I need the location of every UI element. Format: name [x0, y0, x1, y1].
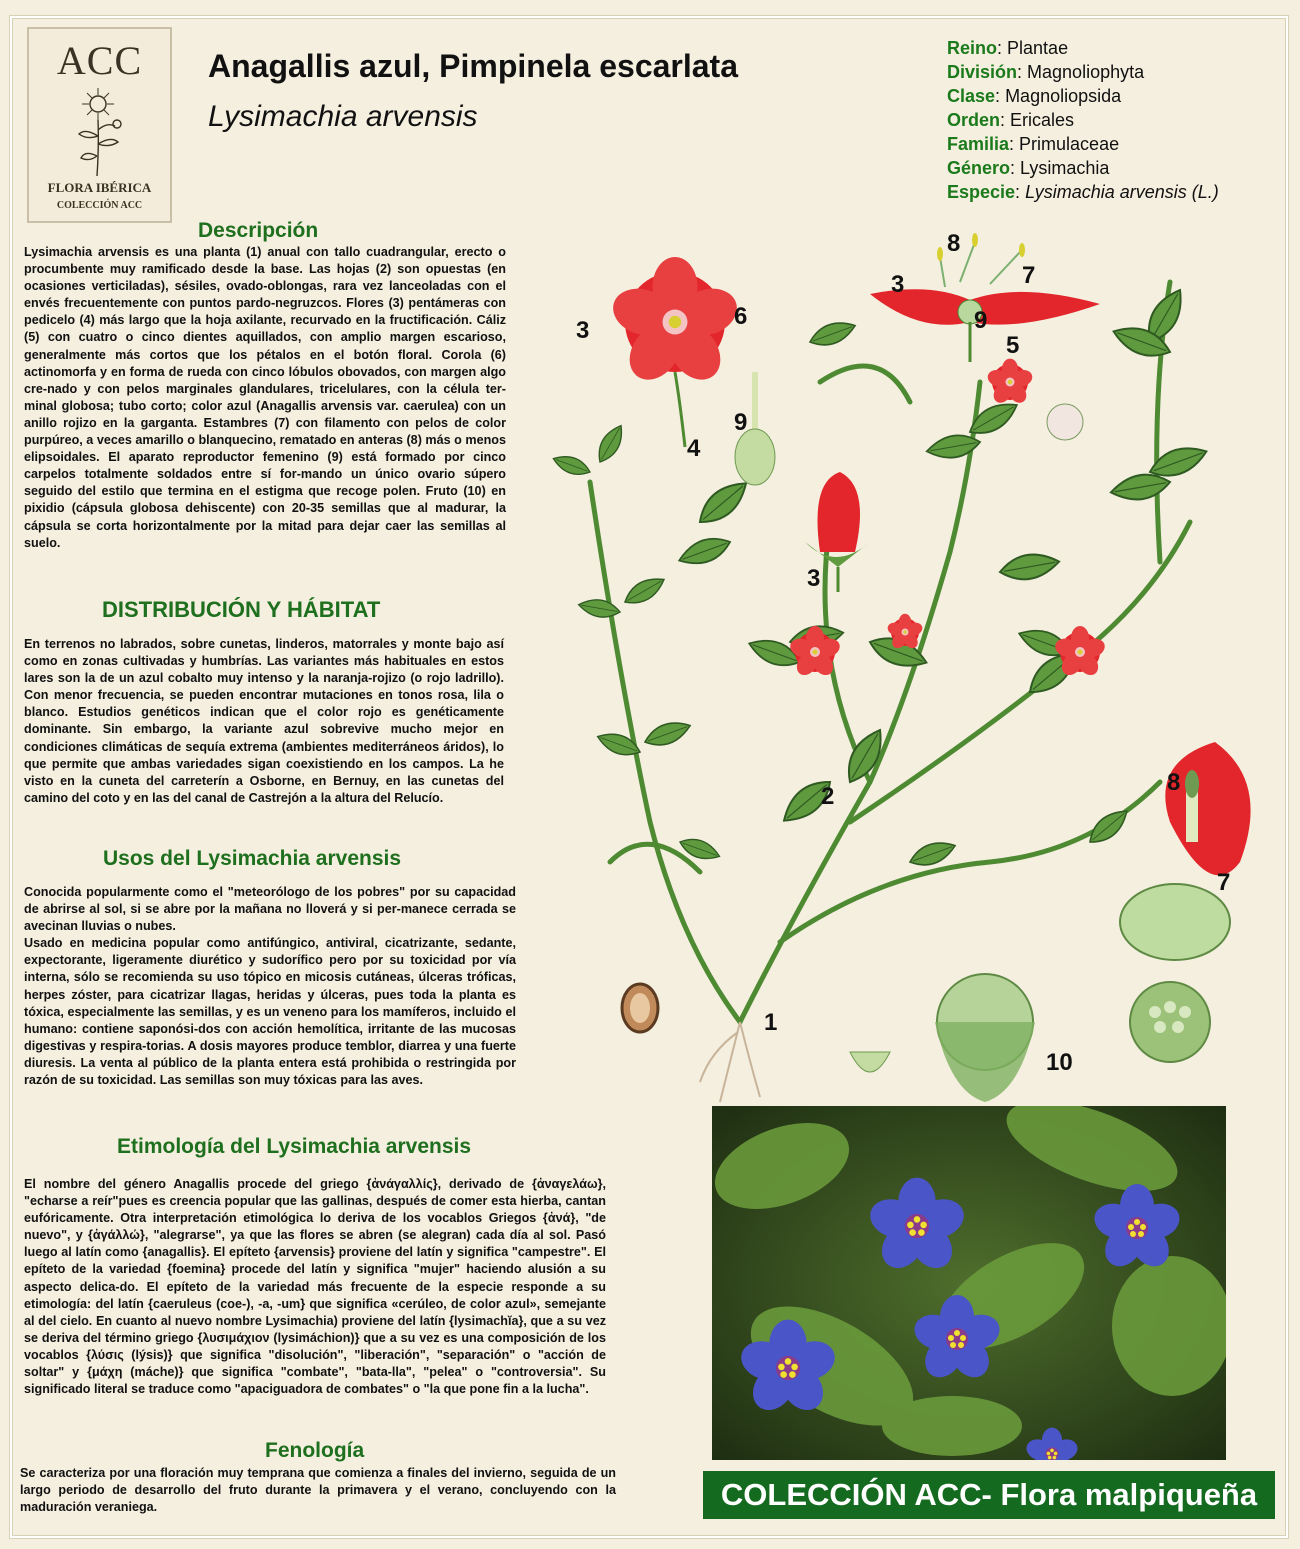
taxonomy-key: Orden	[947, 110, 1001, 130]
plate-label: 4	[687, 435, 701, 462]
page-title: Anagallis azul, Pimpinela escarlata	[208, 48, 738, 84]
taxonomy-box	[947, 36, 1219, 204]
plate-label: 7	[1022, 262, 1036, 289]
botanical-illustration	[550, 222, 1260, 1107]
fenologia-text	[20, 1465, 616, 1516]
plate-label: 2	[821, 783, 835, 810]
logo-flora-iberica: FLORA IBÉRICA	[47, 180, 152, 195]
etimologia-text	[24, 1176, 606, 1398]
distribucion-paragraph: En terrenos no labrados, sobre cunetas, linderos, matorrales y monte bajo así como en zonas cultivadas y humbrías. Las variantes más habituales en estos lares son la de un azul cobalto muy intenso y la naranja-rojizo (o rojo ladrillo). Con menor frecuencia, se pueden encontrar mutaciones en tonos rosa, lila o blanco. Estudios genéticos indican que el color rojo es genéticamente dominante. Sin embargo, la variante azul sobrevive mucho mejor en condiciones climáticas de sequía extrema (ambientes mediterráneos áridos), lo que permite que ambas variedades sigan coexistiendo en los campos. La he visto en la cuneta del carreterín a Osborne, en Bernuy, en las cunetas del camino del coto y en las del canal de Castrejón a la altura del Relucío.	[24, 637, 504, 805]
heading-descripcion: Descripción	[198, 219, 319, 242]
descripcion-text	[24, 244, 506, 552]
taxonomy-value: Plantae	[1007, 38, 1069, 58]
taxonomy-value: Lysimachia arvensis (L.)	[1025, 182, 1219, 202]
logo-acc-text: ACC	[56, 38, 143, 83]
plate-label: 5	[1006, 332, 1020, 359]
logo-coleccion: COLECCIÓN ACC	[56, 200, 143, 211]
taxonomy-key: División	[947, 62, 1018, 82]
usos-paragraph-2: Usado en medicina popular como antifúngico, antiviral, cicatrizante, sedante, expectorante, ligeramente diurético y sudorífico pero por su toxicidad por vía interna, sólo se recomienda su uso tópico en micosis cutáneas, úlceras tróficas, herpes zóster, para cicatrizar llagas, heridas y úlceras, pues toda la planta es tóxica, especialmente las semillas, y es un veneno para los mamíferos, incluido el humano: contiene saponósi-dos con acción hemolítica, irritante de las mucosas digestivas y respira-torias. A dosis mayores produce temblor, diarrea y una fuerte diuresis. La venta al público de la planta entera está prohibida o restringida por razón de su toxicidad. Las semillas son muy tóxicas para las aves.	[24, 936, 516, 1088]
taxonomy-key: Reino	[947, 38, 998, 58]
taxonomy-row-orden: Orden: Ericales	[947, 110, 1075, 130]
taxonomy-key: Género	[947, 158, 1011, 178]
scientific-name: Lysimachia arvensis	[208, 100, 478, 133]
plate-label: 3	[891, 271, 905, 298]
usos-paragraph-1: Conocida popularmente como el "meteorólogo de los pobres" por su capacidad de abrirse al sol, si se abre por la mañana no lloverá y si per-manece cerrada se avecinan lluvias o nubes.	[24, 885, 516, 934]
etimologia-paragraph: El nombre del género Anagallis procede del griego {ἀνάγαλλίς}, derivado de {ἀναγελάω}, "echarse a reír"pues es creencia popular que las gallinas, después de comer esta hierba, cantan eufóricamente. Otra interpretación etimológica lo deriva de los vocablos Griegos {ἀνά}, "de nuevo", y {ἀγάλλώ}, "alegrarse", ya que las flores se abren (se alegran) cada día al sol. Pasó luego al latín como {anagallis}. El epíteto {arvensis} proviene del latín y significa "campestre". El epíteto de la variedad {foemina} procede del latín y significa "mujer" haciendo alusión a su aspecto delica-do. El epíteto de la variedad más frecuente de la especie responde a su etimología: del latín {caeruleus (coe-), -a, -um} que significa «cerúleo, de color azul», semejante al del cielo. En cuanto al nuevo nombre Lysimachia) proviene del latín {lysimachĭa}, que a su vez se deriva del término griego {λυσιμάχιον (lysimáchion)} que a su vez es una composición de los vocablos {λύσις (lýsis)} que significa "disolución", "liberación", "separación" o "acción de soltar" y {μάχη (máche)} que significa "combate", "bata-lla", "pelea" o "controversia". Su significado literal se traduce como "apaciguadora de combates" o "la que pone fin a la lucha".	[24, 1177, 606, 1397]
descripcion-paragraph: Lysimachia arvensis es una planta (1) anual con tallo cuadrangular, erecto o procumbente muy ramificado desde la base. Las hojas (2) son opuestas (en ocasiones verticiladas), sésiles, ovado-oblongas, rara vez lanceoladas con el envés frecuentemente con puntos pardo-negruzcos. Flores (3) pentámeras con pedicelo (4) más largo que la hoja axilante, recurvado en la fructificación. Cáliz (5) con cuatro o cinco dientes aquillados, con amplio margen escarioso, generalmente más cortos que los pétalos en el botón floral. Corola (6) actinomorfa y en forma de rueda con cinco lóbulos obovados, con margen algo cre-nado y con pelos marginales glandulares, tricelulares, con la célula ter-minal globosa; tubo corto; color azul (Anagallis arvensis var. caerulea) con un anillo rojizo en la garganta. Estambres (7) con filamento con pelos de color purpúreo, a veces amarillo o blanquecino, rematado en anteras (8) más o menos elipsoidales. El aparato reproductor femenino (9) está formado por cinco carpelos totalmente soldados entre sí for-mando un único ovario súpero seguido del estilo que termina en el estigma que recoge polen. Fruto (10) en pixidio (cápsula globosa dehiscente) con 20-35 semillas que al madurar, la cápsula se corta horizontalmente por la mitad para dejar caer las semillas al suelo.	[24, 245, 506, 550]
heading-etimologia: Etimología del Lysimachia arvensis	[117, 1135, 472, 1158]
daisy-icon	[65, 86, 135, 178]
usos-text	[24, 884, 516, 1089]
plate-label: 3	[807, 565, 821, 592]
taxonomy-key: Clase	[947, 86, 996, 106]
taxonomy-row-especie: Especie: Lysimachia arvensis (L.)	[947, 182, 1219, 202]
plate-label: 9	[734, 409, 748, 436]
taxonomy-value: Magnoliopsida	[1005, 86, 1122, 106]
heading-distribucion: DISTRIBUCIÓN Y HÁBITAT	[102, 597, 381, 622]
flora-iberica-logo	[27, 27, 172, 223]
plate-label: 7	[1217, 869, 1231, 896]
taxonomy-row-division: División: Magnoliophyta	[947, 62, 1145, 82]
taxonomy-row-familia: Familia: Primulaceae	[947, 134, 1120, 154]
taxonomy-key: Familia	[947, 134, 1010, 154]
plate-label: 1	[764, 1009, 778, 1036]
taxonomy-row-reino: Reino: Plantae	[947, 38, 1069, 58]
plate-label: 6	[734, 303, 748, 330]
photo-image	[712, 1106, 1226, 1460]
fenologia-paragraph: Se caracteriza por una floración muy temprana que comienza a finales del invierno, seguida de un largo periodo de desarrollo del fruto durante la primavera y el verano, concluyendo con la maduración veraniega.	[20, 1466, 616, 1515]
heading-usos: Usos del Lysimachia arvensis	[103, 847, 402, 870]
distribucion-text	[24, 636, 504, 807]
taxonomy-value: Lysimachia	[1020, 158, 1110, 178]
taxonomy-row-genero: Género: Lysimachia	[947, 158, 1110, 178]
plate-label: 3	[576, 317, 590, 344]
blue-flowers-photo	[712, 1106, 1226, 1460]
taxonomy-key: Especie	[947, 182, 1016, 202]
taxonomy-row-clase: Clase: Magnoliopsida	[947, 86, 1122, 106]
taxonomy-value: Ericales	[1010, 110, 1075, 130]
plate-label: 8	[1167, 769, 1181, 796]
taxonomy-value: Magnoliophyta	[1027, 62, 1145, 82]
plate-label: 9	[974, 307, 988, 334]
plate-label: 10	[1046, 1049, 1073, 1076]
heading-fenologia: Fenología	[265, 1439, 365, 1462]
plate-label: 8	[947, 230, 961, 257]
taxonomy-value: Primulaceae	[1019, 134, 1120, 154]
collection-banner: COLECCIÓN ACC- Flora malpiqueña	[703, 1471, 1275, 1519]
